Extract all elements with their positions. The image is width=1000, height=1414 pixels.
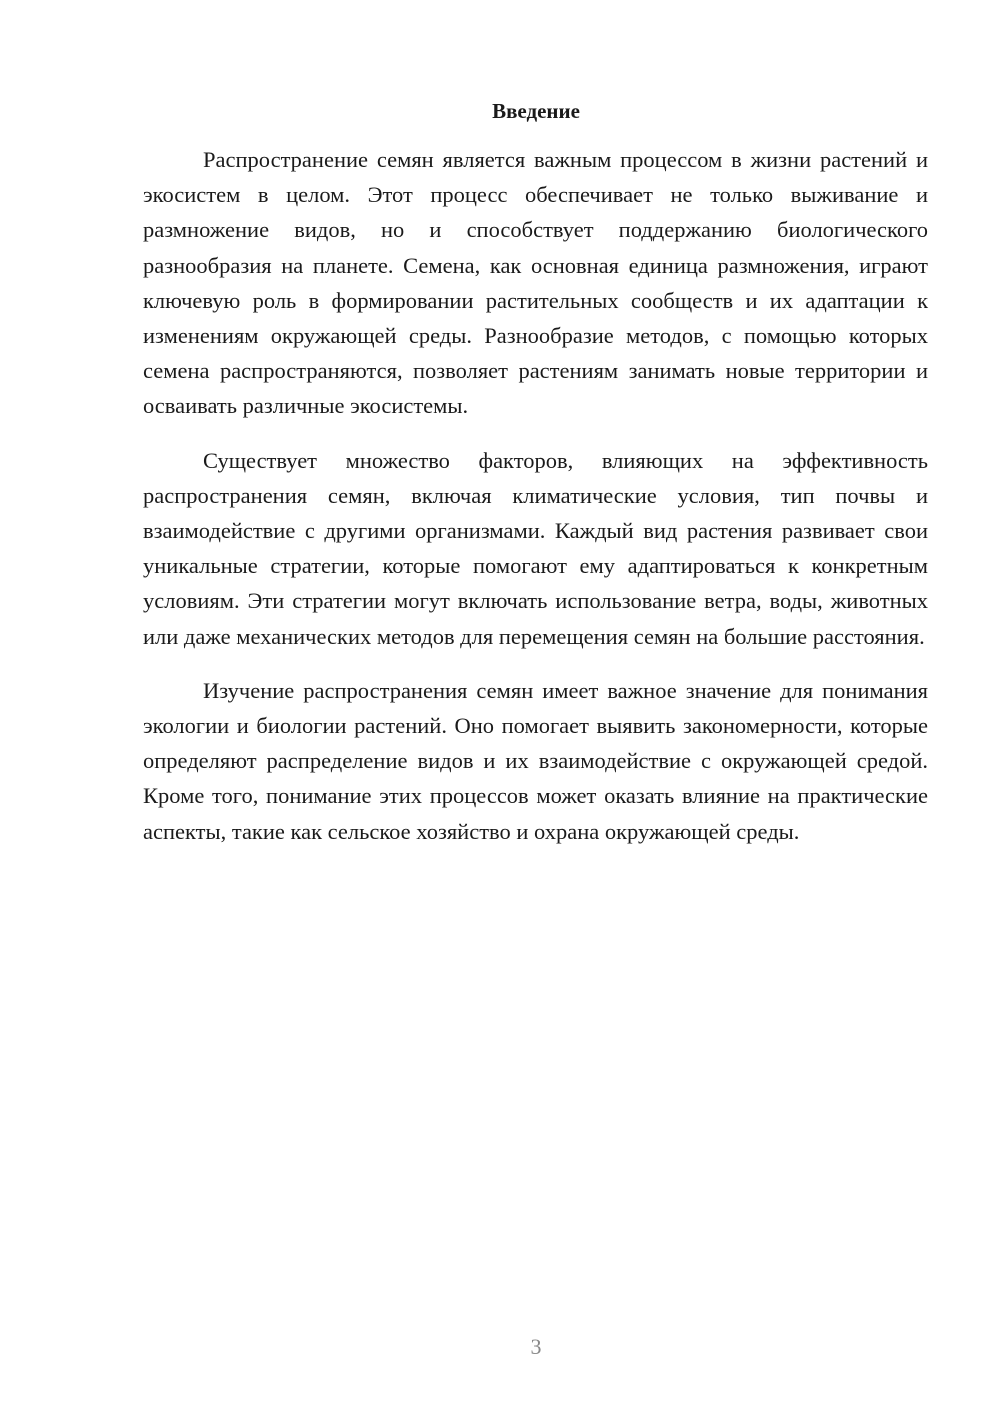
paragraph-significance: Изучение распространения семян имеет важное значение для понимания экологии и биологии растений. Оно помогает выявить закономерности, которые определяют распределение видов и их взаимодействие с окружающей средой. Кроме того, понимание этих процессов может оказать влияние на практические аспекты, такие как сельское хозяйство и охрана окружающей среды. — [143, 677, 928, 844]
paragraph-intro: Распространение семян является важным процессом в жизни растений и экосистем в целом. Этот процесс обеспечивает не только выживание и размножение видов, но и способствует поддержанию биологического разнообразия на планете. Семена, как основная единица размножения, играют ключевую роль в формировании растительных сообществ и их адаптации к изменениям окружающей среды. Разнообразие методов, с помощью которых семена распространяются, позволяет растениям занимать новые территории и осваивать различные экосистемы. — [143, 147, 928, 419]
page-number: 3 — [530, 1334, 542, 1359]
paragraph-factors: Существует множество факторов, влияющих на эффективность распространения семян, включая климатические условия, тип почвы и взаимодействие с другими организмами. Каждый вид растения развивает свои уникальные стратегии, которые помогают ему адаптироваться к конкретным условиям. Эти стратегии могут включать использование ветра, воды, животных или даже механических методов для перемещения семян на большие расстояния. — [143, 447, 928, 649]
body-text — [143, 142, 928, 849]
section-heading: Введение — [492, 99, 580, 123]
